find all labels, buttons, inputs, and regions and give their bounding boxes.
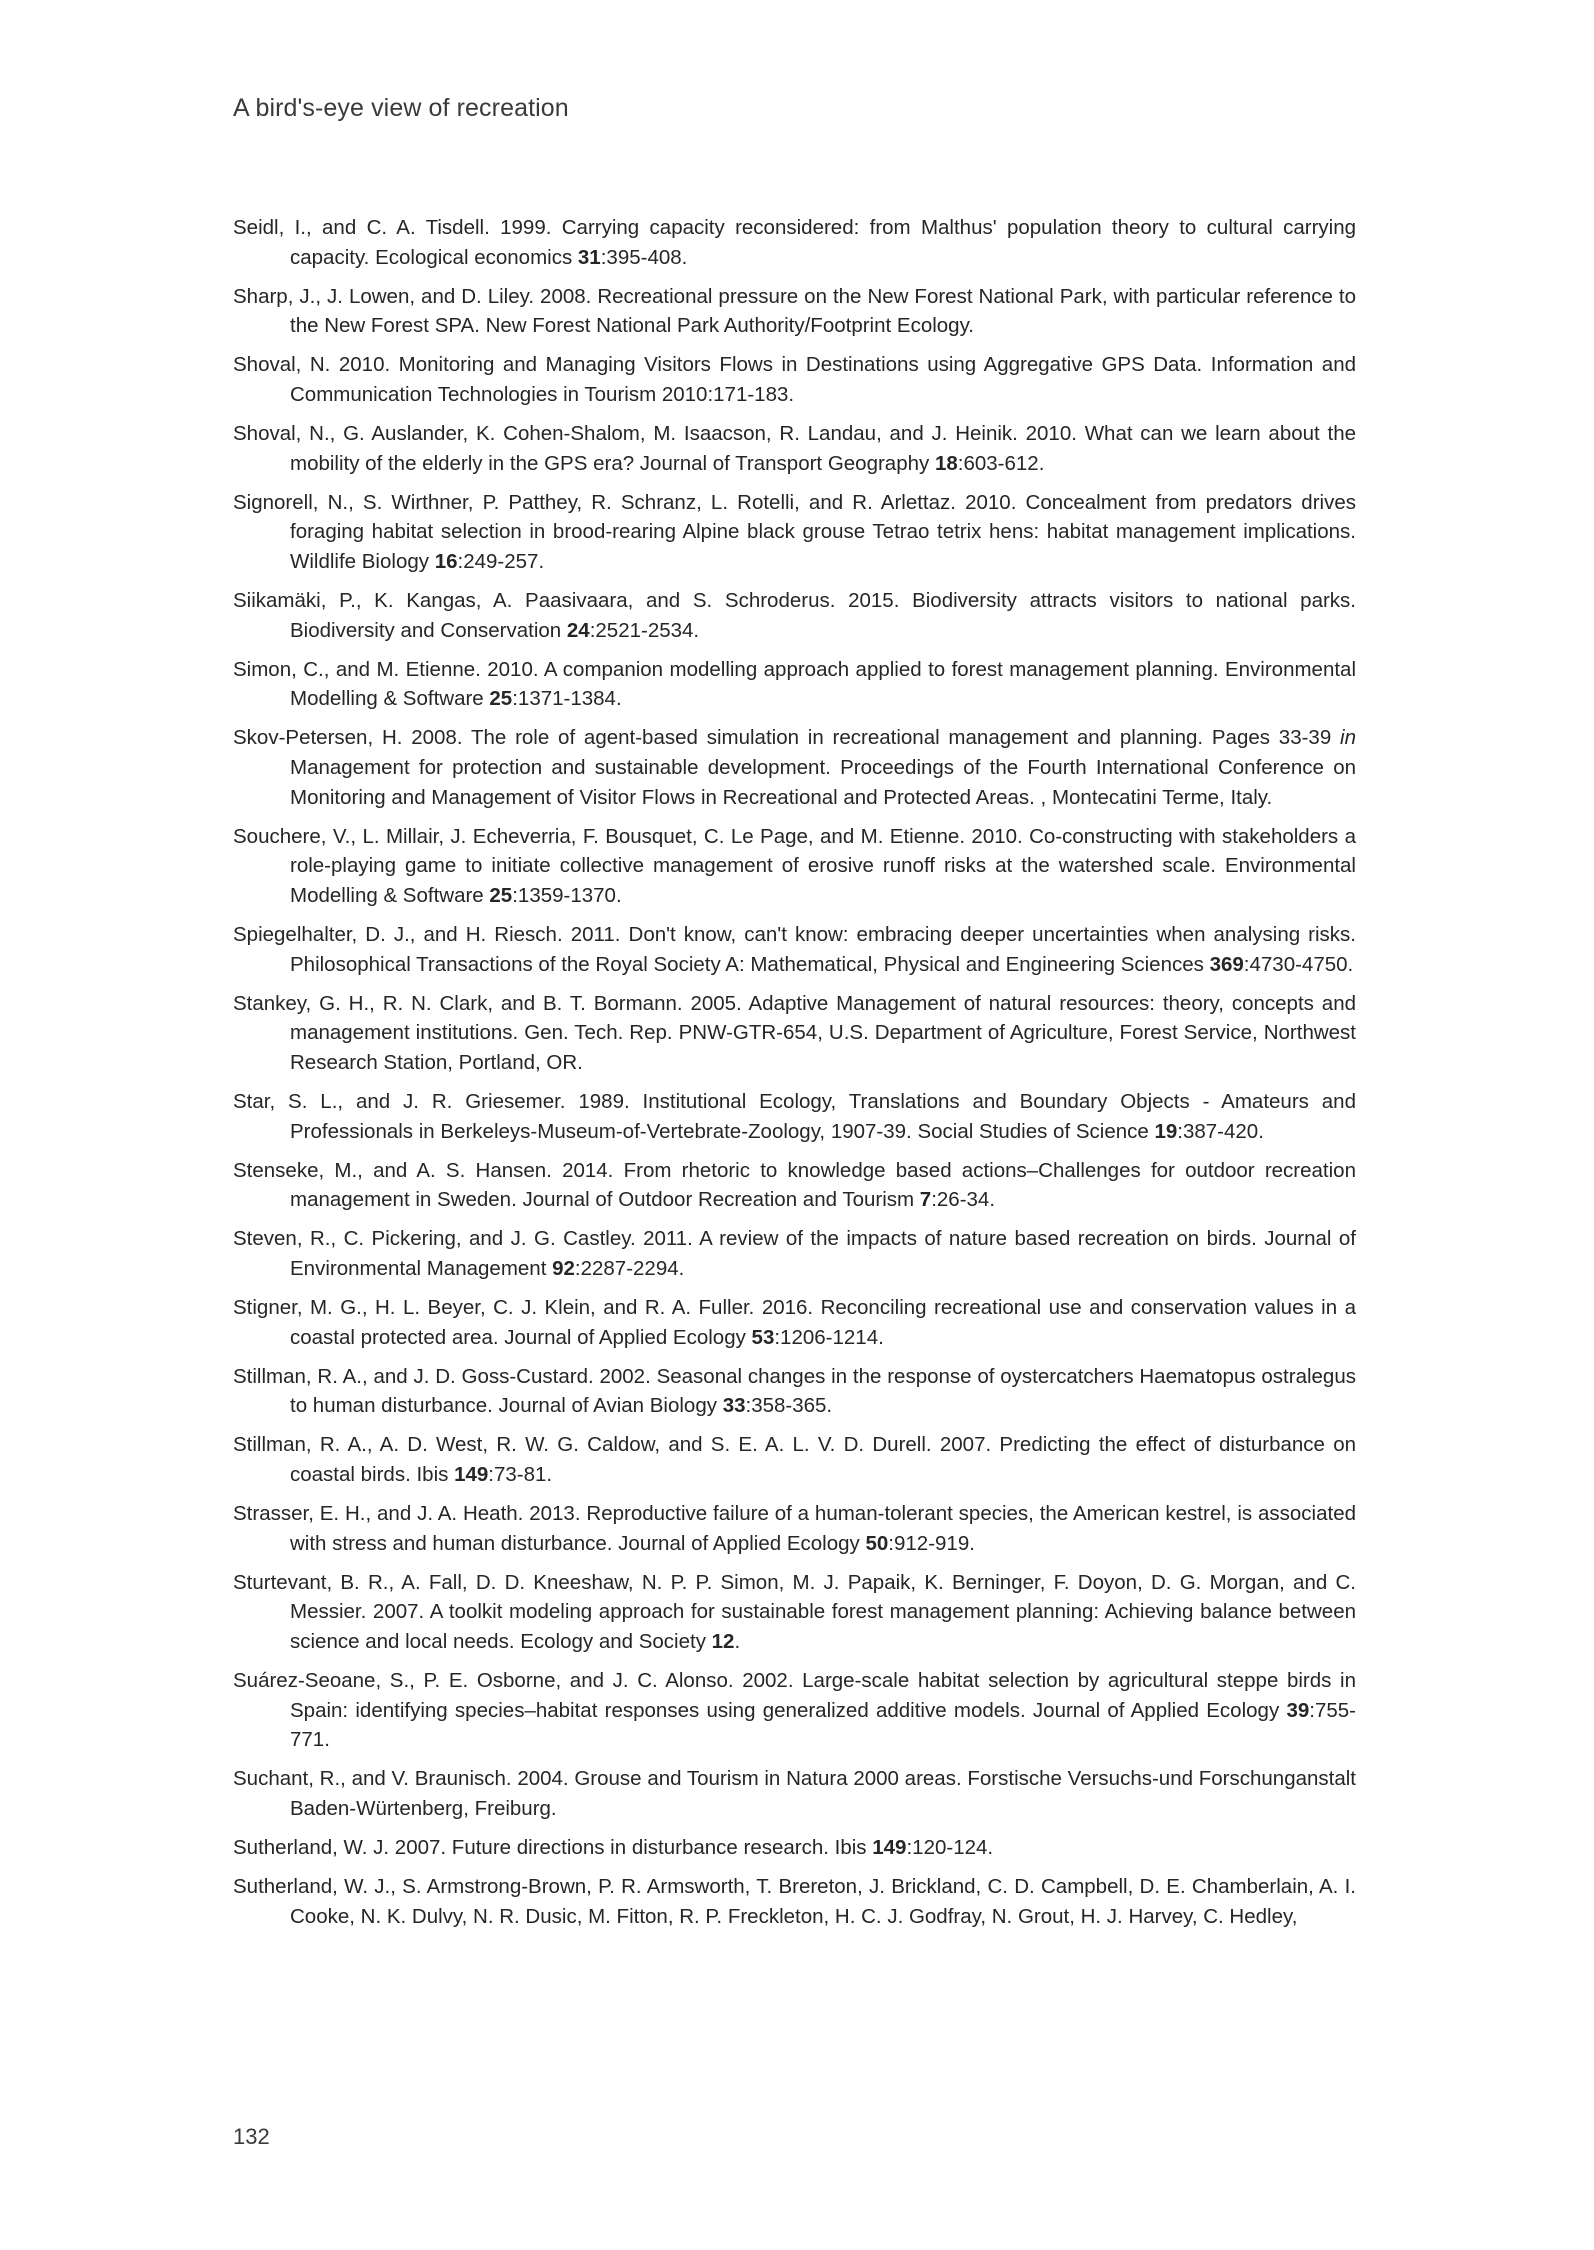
reference-entry: Stillman, R. A., and J. D. Goss-Custard. 2002. Seasonal changes in the response of oystercatchers Haematopus ostralegus to human disturbance. Journal of Avian Biology 33:358-365. bbox=[233, 1364, 1356, 1418]
reference-entry: Seidl, I., and C. A. Tisdell. 1999. Carrying capacity reconsidered: from Malthus' population theory to cultural carrying capacity. Ecological economics 31:395-408. bbox=[233, 216, 1356, 269]
reference-entry: Sutherland, W. J. 2007. Future directions in disturbance research. Ibis 149:120-124. bbox=[233, 1836, 994, 1859]
reference-entry: Steven, R., C. Pickering, and J. G. Castley. 2011. A review of the impacts of nature based recreation on birds. Journal of Environmental Management 92:2287-2294. bbox=[233, 1227, 1356, 1280]
reference-entry: Stillman, R. A., A. D. West, R. W. G. Caldow, and S. E. A. L. V. D. Durell. 2007. Predicting the effect of disturbance on coastal birds. Ibis 149:73-81. bbox=[233, 1433, 1356, 1486]
reference-entry: Simon, C., and M. Etienne. 2010. A companion modelling approach applied to forest management planning. Environmental Modelling & Software 25:1371-1384. bbox=[233, 657, 1356, 711]
page-number: 132 bbox=[233, 2124, 270, 2149]
reference-entry: Spiegelhalter, D. J., and H. Riesch. 2011. Don't know, can't know: embracing deeper uncertainties when analysing risks. Philosophical Transactions of the Royal Society A: Mathematical, Physical and Engineering Sciences 369:4730-4750. bbox=[233, 922, 1356, 976]
reference-entry: Stigner, M. G., H. L. Beyer, C. J. Klein, and R. A. Fuller. 2016. Reconciling recreational use and conservation values in a coastal protected area. Journal of Applied Ecology 53:1206-1214. bbox=[233, 1296, 1356, 1349]
reference-entry: Stankey, G. H., R. N. Clark, and B. T. Bormann. 2005. Adaptive Management of natural resources: theory, concepts and management institutions. Gen. Tech. Rep. PNW-GTR-654, U.S. Department of Agriculture, Forest Service, Northwest Research Station, Portland, OR. bbox=[233, 991, 1356, 1074]
reference-entry: Sharp, J., J. Lowen, and D. Liley. 2008. Recreational pressure on the New Forest National Park, with particular reference to the New Forest SPA. New Forest National Park Authority/Footprint Ecology. bbox=[233, 284, 1356, 338]
reference-entry: Suárez-Seoane, S., P. E. Osborne, and J. C. Alonso. 2002. Large-scale habitat selection by agricultural steppe birds in Spain: identifying species–habitat responses using generalized additive models. Journal of Applied Ecology 39:755-771. bbox=[233, 1669, 1356, 1752]
reference-entry: Star, S. L., and J. R. Griesemer. 1989. Institutional Ecology, Translations and Boundary Objects - Amateurs and Professionals in Berkeleys-Museum-of-Vertebrate-Zoology, 1907-39. Social Studies of Science 19:387-420. bbox=[233, 1089, 1356, 1143]
reference-list bbox=[233, 213, 1356, 1941]
reference-entry: Suchant, R., and V. Braunisch. 2004. Grouse and Tourism in Natura 2000 areas. Forstische Versuchs-und Forschunganstalt Baden-Würtenberg, Freiburg. bbox=[233, 1767, 1356, 1820]
reference-entry: Stenseke, M., and A. S. Hansen. 2014. From rhetoric to knowledge based actions–Challenges for outdoor recreation management in Sweden. Journal of Outdoor Recreation and Tourism 7:26-34. bbox=[233, 1158, 1356, 1212]
running-title: A bird's-eye view of recreation bbox=[233, 94, 569, 122]
reference-entry: Sutherland, W. J., S. Armstrong-Brown, P. R. Armsworth, T. Brereton, J. Brickland, C. D. Campbell, D. E. Chamberlain, A. I. Cooke, N. K. Dulvy, N. R. Dusic, M. Fitton, R. P. Freckleton, H. C. J. Godfray, N. Grout, H. J. Harvey, C. Hedley, bbox=[233, 1875, 1356, 1928]
reference-entry: Shoval, N., G. Auslander, K. Cohen-Shalom, M. Isaacson, R. Landau, and J. Heinik. 2010. What can we learn about the mobility of the elderly in the GPS era? Journal of Transport Geography 18:603-612. bbox=[233, 422, 1356, 475]
reference-entry: Skov-Petersen, H. 2008. The role of agent-based simulation in recreational management and planning. Pages 33-39 in Management for protection and sustainable development. Proceedings of the Fourth International Conference on Monitoring and Management of Visitor Flows in Recreational and Protected Areas. , Montecatini Terme, Italy. bbox=[233, 726, 1356, 809]
reference-entry: Siikamäki, P., K. Kangas, A. Paasivaara, and S. Schroderus. 2015. Biodiversity attracts visitors to national parks. Biodiversity and Conservation 24:2521-2534. bbox=[233, 589, 1356, 642]
reference-entry: Shoval, N. 2010. Monitoring and Managing Visitors Flows in Destinations using Aggregative GPS Data. Information and Communication Technologies in Tourism 2010:171-183. bbox=[233, 353, 1356, 406]
reference-entry: Signorell, N., S. Wirthner, P. Patthey, R. Schranz, L. Rotelli, and R. Arlettaz. 2010. Concealment from predators drives foraging habitat selection in brood-rearing Alpine black grouse Tetrao tetrix hens: habitat management implications. Wildlife Biology 16:249-257. bbox=[233, 490, 1356, 573]
reference-entry: Sturtevant, B. R., A. Fall, D. D. Kneeshaw, N. P. P. Simon, M. J. Papaik, K. Berninger, F. Doyon, D. G. Morgan, and C. Messier. 2007. A toolkit modeling approach for sustainable forest management planning: Achieving balance between science and local needs. Ecology and Society 12. bbox=[233, 1570, 1356, 1653]
reference-entry: Strasser, E. H., and J. A. Heath. 2013. Reproductive failure of a human-tolerant species, the American kestrel, is associated with stress and human disturbance. Journal of Applied Ecology 50:912-919. bbox=[233, 1502, 1356, 1555]
reference-entry: Souchere, V., L. Millair, J. Echeverria, F. Bousquet, C. Le Page, and M. Etienne. 2010. Co-constructing with stakeholders a role-playing game to initiate collective management of erosive runoff risks at the watershed scale. Environmental Modelling & Software 25:1359-1370. bbox=[233, 824, 1356, 907]
